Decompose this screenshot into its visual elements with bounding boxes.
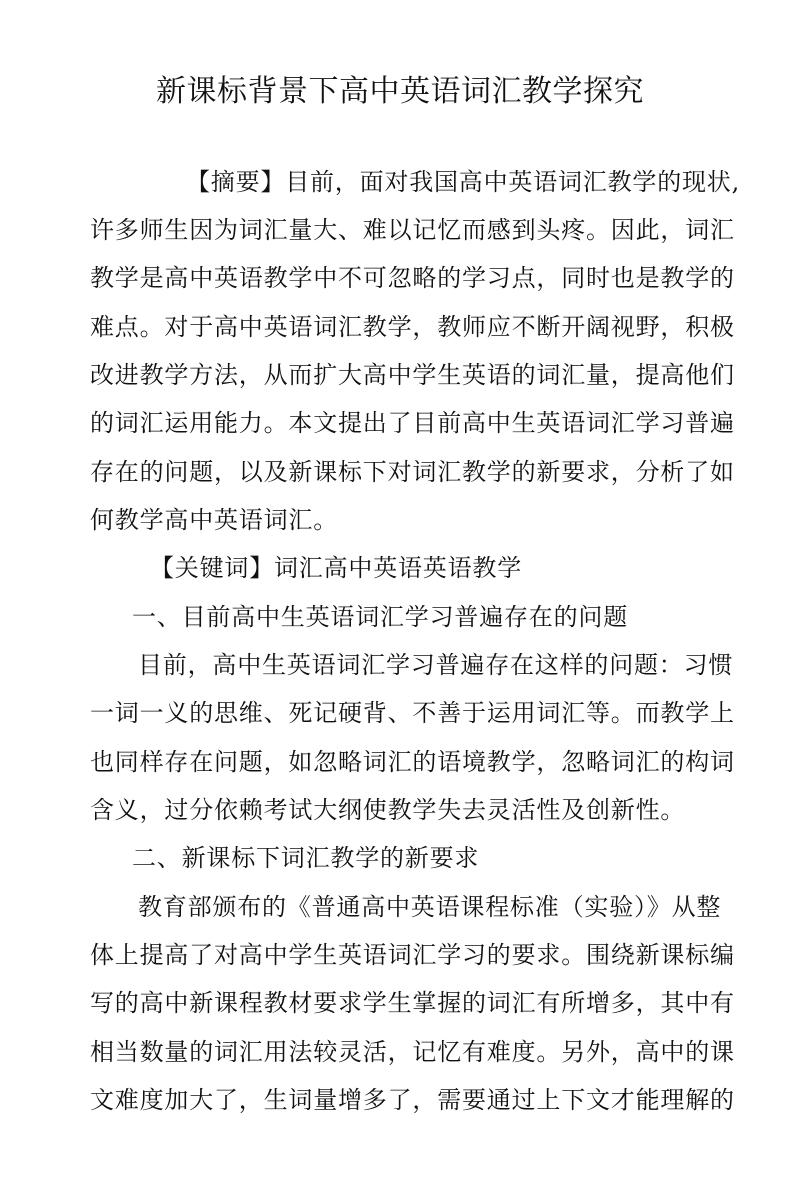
paragraph-line: 一词一义的思维、死记硬背、不善于运用词汇等。而教学上 [90,699,735,727]
paragraph-line: 写的高中新课程教材要求学生掌握的词汇有所增多，其中有 [90,989,735,1017]
section-heading: 二、新课标下词汇教学的新要求 [132,844,480,872]
abstract-line: 的词汇运用能力。本文提出了目前高中生英语词汇学习普遍 [90,409,735,437]
paragraph-line: 文难度加大了，生词量增多了，需要通过上下文才能理解的 [90,1086,735,1114]
abstract-line: 【摘要】目前，面对我国高中英语词汇教学的现状, [186,168,741,196]
paragraph-line: 目前，高中生英语词汇学习普遍存在这样的问题：习惯 [138,651,734,679]
paragraph-line: 含义，过分依赖考试大纲使教学失去灵活性及创新性。 [90,796,686,824]
abstract-line: 难点。对于高中英语词汇教学，教师应不断开阔视野，积极 [90,313,735,341]
abstract-line: 许多师生因为词汇量大、难以记忆而感到头疼。因此，词汇 [90,216,735,244]
paragraph-line: 也同样存在问题，如忽略词汇的语境教学，忽略词汇的构词 [90,748,735,776]
abstract-line: 何教学高中英语词汇。 [90,506,338,534]
document-title: 新课标背景下高中英语词汇教学探究 [156,74,644,109]
paragraph-line: 教育部颁布的《普通高中英语课程标准（实验）》从整 [138,893,722,921]
abstract-line: 教学是高中英语教学中不可忽略的学习点，同时也是教学的 [90,264,735,292]
abstract-line: 改进教学方法，从而扩大高中学生英语的词汇量，提高他们 [90,361,735,389]
keywords: 【关键词】词汇高中英语英语教学 [150,554,522,582]
section-heading: 一、目前高中生英语词汇学习普遍存在的问题 [132,603,628,631]
paragraph-line: 体上提高了对高中学生英语词汇学习的要求。围绕新课标编 [90,941,735,969]
abstract-line: 存在的问题，以及新课标下对词汇教学的新要求，分析了如 [90,458,735,486]
paragraph-line: 相当数量的词汇用法较灵活，记忆有难度。另外，高中的课 [90,1038,735,1066]
